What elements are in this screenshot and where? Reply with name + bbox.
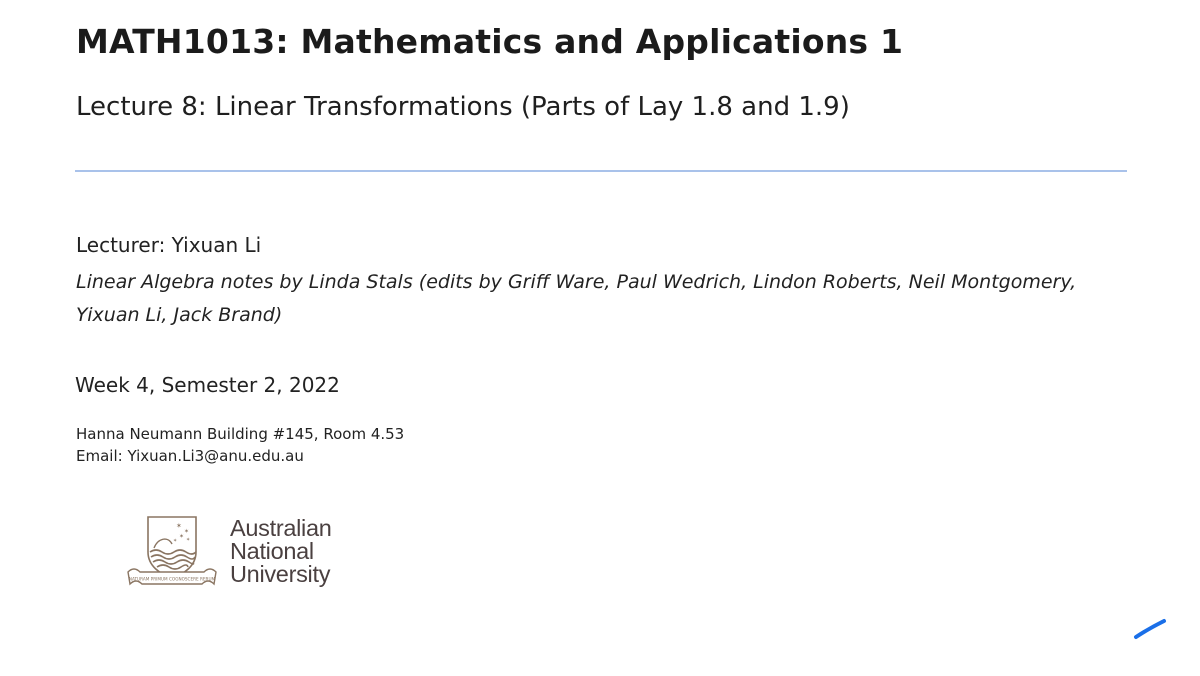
contact-info bbox=[76, 423, 404, 467]
pen-stroke-icon bbox=[1130, 614, 1170, 644]
notes-credit bbox=[76, 266, 1146, 332]
slide-subtitle: Lecture 8: Linear Transformations (Parts of Lay 1.8 and 1.9) bbox=[76, 92, 850, 122]
svg-text:✶: ✶ bbox=[186, 537, 191, 543]
title-divider bbox=[75, 170, 1127, 172]
lecturer-line: Lecturer: Yixuan Li bbox=[76, 233, 262, 257]
logo-line-1: Australian bbox=[230, 515, 332, 541]
svg-text:✶: ✶ bbox=[176, 522, 182, 530]
office-location: Hanna Neumann Building #145, Room 4.53 bbox=[76, 425, 405, 443]
logo-line-2: National bbox=[230, 538, 314, 564]
notes-credit-line-2: Yixuan Li, Jack Brand) bbox=[76, 304, 283, 326]
anu-crest-icon bbox=[124, 514, 220, 594]
week-semester: Week 4, Semester 2, 2022 bbox=[75, 373, 340, 397]
svg-text:✶: ✶ bbox=[173, 538, 178, 544]
svg-text:✶: ✶ bbox=[184, 528, 190, 535]
email-line: Email: Yixuan.Li3@anu.edu.au bbox=[76, 447, 304, 465]
slide-title: MATH1013: Mathematics and Applications 1 bbox=[76, 22, 904, 61]
notes-credit-line-1: Linear Algebra notes by Linda Stals (edits by Griff Ware, Paul Wedrich, Lindon Roberts, Neil Montgomery, bbox=[76, 271, 1077, 293]
logo-line-3: University bbox=[230, 561, 331, 587]
anu-logo bbox=[124, 514, 354, 594]
logo-motto: NATURAM PRIMUM COGNOSCERE RERUM bbox=[128, 576, 216, 582]
logo-wordmark bbox=[230, 517, 332, 586]
svg-text:✶: ✶ bbox=[179, 533, 185, 540]
